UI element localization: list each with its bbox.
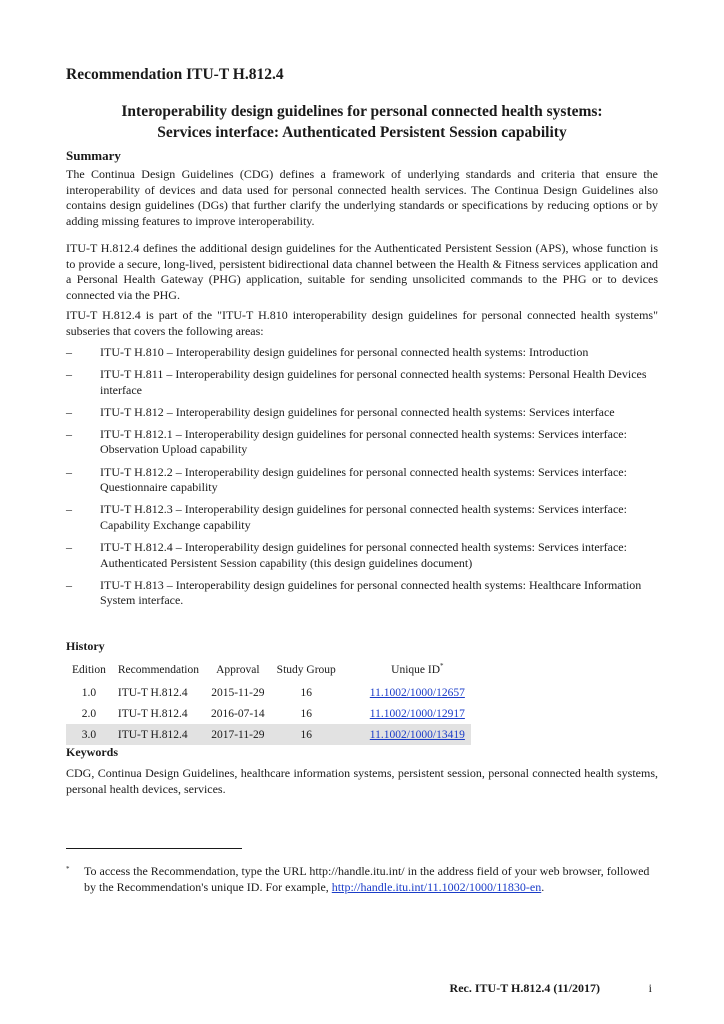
title-line-2: Services interface: Authenticated Persistent Session capability [157, 124, 567, 141]
unique-id-link[interactable]: 11.1002/1000/12657 [369, 686, 465, 699]
summary-heading: Summary [66, 148, 121, 163]
summary-paragraph-1: The Continua Design Guidelines (CDG) defines a framework of underlying standards and criteria that ensure the interoperability of devices and data used for personal connected health services. The Continua Design Guidelines also contains design guidelines (DGs) that further clarify the underlying standards or specifications by reducing options or by adding missing features to improve interoperability. [66, 167, 658, 228]
unique-id-link[interactable]: 11.1002/1000/13419 [369, 728, 465, 741]
document-page [66, 0, 658, 1024]
footnote-divider [66, 848, 242, 849]
table-row: 2.0 ITU-T H.812.4 2016-07-14 16 11.1002/1000/12917 [81, 707, 465, 720]
col-study-group: Study Group [276, 663, 336, 676]
title-line-1: Interoperability design guidelines for personal connected health systems: [121, 103, 603, 120]
list-item: – ITU-T H.811 – Interoperability design guidelines for personal connected health systems: Personal Health Devices interface [66, 367, 647, 397]
history-heading: History [66, 639, 105, 653]
summary-paragraph-2: ITU-T H.812.4 defines the additional design guidelines for the Authenticated Persistent Session (APS), whose function is to provide a secure, long-lived, persistent bidirectional data channel between the Health & Fitness services application and a Personal Health Gateway (PHG) application, suitable for sending unsolicited commands to the PHG or to devices connected via the PHG. [66, 241, 658, 302]
unique-id-link[interactable]: 11.1002/1000/12917 [369, 707, 465, 720]
col-edition: Edition [72, 663, 106, 676]
list-item: – ITU-T H.812.1 – Interoperability design guidelines for personal connected health systems: Services interface: Observation Upload capability [66, 426, 627, 457]
document-title [66, 101, 658, 143]
list-item: – ITU-T H.813 – Interoperability design guidelines for personal connected health systems: Healthcare Information System interface. [66, 577, 642, 608]
footnote: * To access the Recommendation, type the URL http://handle.itu.int/ in the address field of your web browser, followed by the Recommendation's unique ID. For example, http://handle.itu.int/11.1002/1000/11830-en. [66, 864, 650, 894]
footnote-link[interactable]: http://handle.itu.int/11.1002/1000/11830-en [331, 879, 542, 894]
col-approval: Approval [216, 663, 260, 676]
keywords-text: CDG, Continua Design Guidelines, healthcare information systems, persistent session, personal connected health systems, personal health devices, services. [66, 766, 658, 796]
table-row: 3.0 ITU-T H.812.4 2017-11-29 16 11.1002/1000/13419 [66, 724, 471, 745]
keywords-heading: Keywords [66, 745, 118, 759]
history-table [66, 659, 471, 745]
subseries-list [66, 345, 658, 615]
table-row: 1.0 ITU-T H.812.4 2015-11-29 16 11.1002/1000/12657 [81, 686, 465, 699]
col-recommendation: Recommendation [117, 663, 199, 676]
footnote-mark: * [66, 865, 70, 873]
list-item: – ITU-T H.812.2 – Interoperability design guidelines for personal connected health systems: Services interface: Questionnaire capability [66, 464, 627, 495]
list-item: – ITU-T H.812.4 – Interoperability design guidelines for personal connected health systems: Services interface: Authenticated Persistent Session capability (this design guidelines document) [66, 539, 627, 570]
list-item: – ITU-T H.812.3 – Interoperability design guidelines for personal connected health systems: Services interface: Capability Exchange capability [66, 502, 627, 532]
list-item: – ITU-T H.810 – Interoperability design guidelines for personal connected health systems: Introduction [66, 345, 589, 359]
summary-paragraph-3: ITU-T H.812.4 is part of the "ITU-T H.810 interoperability design guidelines for personal connected health systems" subseries that covers the following areas: [66, 308, 658, 338]
page-number: i [648, 981, 652, 995]
col-unique-id: Unique ID* [391, 661, 444, 676]
table-header-row [66, 659, 471, 682]
footer-rec-code: Rec. ITU-T H.812.4 (11/2017) [449, 981, 600, 995]
recommendation-number: Recommendation ITU-T H.812.4 [66, 66, 284, 83]
list-item: – ITU-T H.812 – Interoperability design guidelines for personal connected health systems: Services interface [66, 404, 615, 419]
